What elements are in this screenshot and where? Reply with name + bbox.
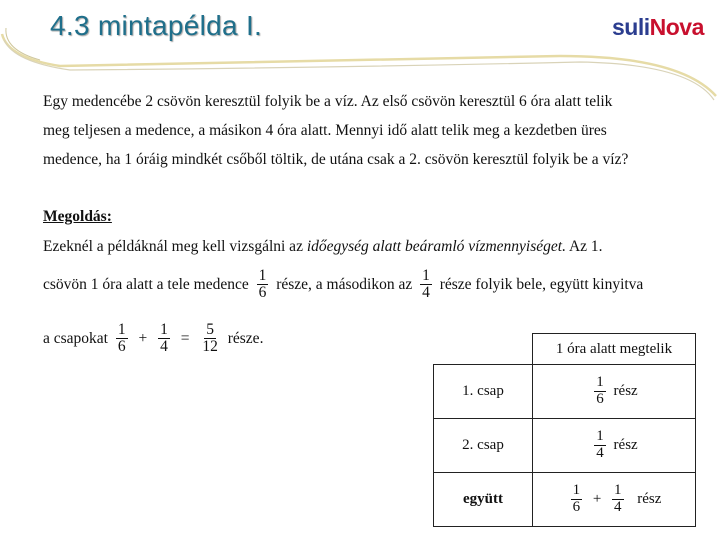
equals-sign: = (180, 329, 190, 347)
fraction-denominator: 4 (160, 338, 168, 356)
table-header-empty-cell (434, 334, 533, 365)
table-header-row (434, 334, 696, 365)
fraction-denominator: 4 (596, 445, 604, 461)
row-value (533, 419, 696, 473)
row-fraction (594, 375, 606, 408)
solution-line-2-text-c: része folyik bele, együtt kinyitva (439, 275, 644, 293)
fraction-one-sixth (257, 268, 269, 302)
fraction-denominator: 6 (258, 284, 267, 302)
table-row (434, 365, 696, 419)
table-header-cell: 1 óra alatt megtelik (533, 334, 696, 365)
total-label: együtt (434, 473, 533, 527)
solution-line-1-text-a: Ezeknél a példáknál meg kell vizsgálni az (43, 238, 307, 255)
total-unit: rész (637, 491, 662, 507)
plus-sign: + (138, 329, 148, 347)
fraction-numerator: 1 (596, 374, 604, 391)
fraction-numerator: 1 (422, 267, 430, 284)
sum-result-fraction (200, 322, 220, 356)
problem-line-1: Egy medencébe 2 csövön keresztül folyik be a víz. Az első csövön keresztül 6 óra alatt telik (43, 93, 613, 110)
row-label: 1. csap (434, 365, 533, 419)
fraction-denominator: 4 (422, 284, 430, 302)
total-fraction-b (612, 483, 624, 516)
solution-line-2 (43, 268, 643, 302)
fraction-denominator: 4 (614, 499, 622, 515)
row-value (533, 365, 696, 419)
problem-line-3: medence, ha 1 óráig mindkét csőből töltik, de utána csak a 2. csövön keresztül folyik be a víz? (43, 151, 629, 168)
logo-part-2: Nova (649, 14, 704, 40)
row-label: 2. csap (434, 419, 533, 473)
logo-part-1: suli (612, 14, 650, 40)
sulinova-logo (612, 14, 704, 41)
solution-line-3 (43, 322, 263, 356)
fraction-denominator: 6 (596, 391, 604, 407)
fraction-denominator: 6 (117, 338, 126, 356)
plus-sign: + (592, 491, 602, 507)
solution-line-3-text-a: a csapokat (43, 329, 108, 347)
fraction-numerator: 1 (614, 482, 622, 499)
total-fraction-a (571, 483, 583, 516)
rate-table (433, 333, 696, 527)
solution-line-1 (43, 238, 603, 256)
fraction-numerator: 1 (160, 321, 168, 338)
slide-title: 4.3 mintapélda I. (50, 10, 263, 41)
table-total-row (434, 473, 696, 527)
solution-line-2-text-b: része, a másodikon az (276, 275, 413, 293)
sum-fraction-a (116, 322, 128, 356)
fraction-numerator: 1 (596, 428, 604, 445)
row-unit: rész (613, 437, 638, 453)
fraction-numerator: 1 (117, 321, 126, 338)
solution-line-1-text-b: Az 1. (565, 238, 603, 255)
fraction-numerator: 1 (572, 482, 581, 499)
sum-fraction-b (158, 322, 170, 356)
fraction-numerator: 5 (206, 321, 214, 338)
row-fraction (594, 429, 606, 462)
fraction-one-quarter (420, 268, 432, 302)
fraction-denominator: 12 (202, 338, 218, 356)
table-row (434, 419, 696, 473)
total-value (533, 473, 696, 527)
solution-heading: Megoldás: (43, 208, 112, 225)
fraction-denominator: 6 (572, 499, 581, 515)
solution-line-2-text-a: csövön 1 óra alatt a tele medence (43, 275, 249, 293)
fraction-numerator: 1 (258, 267, 267, 284)
problem-line-2: meg teljesen a medence, a másikon 4 óra alatt. Mennyi idő alatt telik meg a kezdetben üres (43, 122, 607, 139)
solution-line-1-italic: időegység alatt beáramló vízmennyiséget. (306, 238, 566, 255)
row-unit: rész (613, 383, 638, 399)
solution-line-3-text-b: része. (227, 329, 264, 347)
